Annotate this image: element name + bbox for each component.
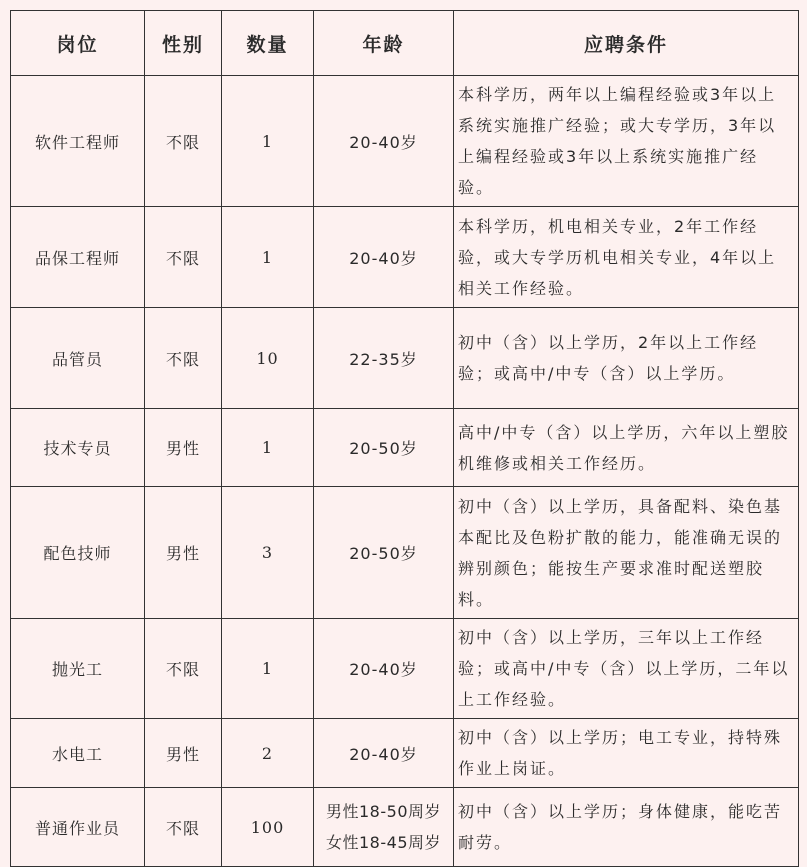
cell-requirements: 初中（含）以上学历，2年以上工作经验；或高中/中专（含）以上学历。 [454,308,799,409]
cell-count: 3 [222,487,314,619]
cell-position: 技术专员 [11,409,145,487]
header-requirements: 应聘条件 [454,11,799,76]
cell-gender: 不限 [145,207,222,308]
cell-age: 20-50岁 [314,409,454,487]
cell-position: 软件工程师 [11,76,145,207]
cell-count: 1 [222,76,314,207]
cell-gender: 不限 [145,76,222,207]
cell-age: 20-40岁 [314,619,454,719]
cell-age: 22-35岁 [314,308,454,409]
cell-age [314,788,454,867]
cell-requirements: 初中（含）以上学历；电工专业，持特殊作业上岗证。 [454,719,799,788]
cell-requirements: 初中（含）以上学历，具备配料、染色基本配比及色粉扩散的能力，能准确无误的辨别颜色；能按生产要求准时配送塑胶料。 [454,487,799,619]
cell-position: 抛光工 [11,619,145,719]
header-age: 年龄 [314,11,454,76]
cell-age: 20-40岁 [314,719,454,788]
cell-age: 20-50岁 [314,487,454,619]
table-row [11,619,799,719]
cell-requirements: 高中/中专（含）以上学历，六年以上塑胶机维修或相关工作经历。 [454,409,799,487]
cell-gender: 男性 [145,719,222,788]
cell-requirements: 本科学历，机电相关专业，2年工作经验，或大专学历机电相关专业，4年以上相关工作经验。 [454,207,799,308]
header-position: 岗位 [11,11,145,76]
cell-gender: 不限 [145,788,222,867]
recruitment-table [10,10,799,867]
table-row [11,788,799,867]
cell-count: 1 [222,207,314,308]
age-male: 男性18-50周岁 [326,802,441,821]
age-female: 女性18-45周岁 [326,833,441,852]
header-count: 数量 [222,11,314,76]
table-row [11,207,799,308]
cell-count: 100 [222,788,314,867]
table-row [11,308,799,409]
table-row [11,409,799,487]
cell-age: 20-40岁 [314,207,454,308]
cell-position: 品保工程师 [11,207,145,308]
header-gender: 性别 [145,11,222,76]
cell-count: 2 [222,719,314,788]
cell-gender: 男性 [145,409,222,487]
table-header-row [11,11,799,76]
cell-gender: 不限 [145,308,222,409]
cell-requirements: 初中（含）以上学历；身体健康，能吃苦耐劳。 [454,788,799,867]
cell-gender: 不限 [145,619,222,719]
cell-requirements: 初中（含）以上学历，三年以上工作经验；或高中/中专（含）以上学历，二年以上工作经验。 [454,619,799,719]
cell-position: 普通作业员 [11,788,145,867]
cell-position: 品管员 [11,308,145,409]
cell-count: 1 [222,619,314,719]
cell-gender: 男性 [145,487,222,619]
table-row [11,487,799,619]
table-row [11,719,799,788]
cell-count: 10 [222,308,314,409]
cell-requirements: 本科学历，两年以上编程经验或3年以上系统实施推广经验；或大专学历，3年以上编程经验或3年以上系统实施推广经验。 [454,76,799,207]
table-row [11,76,799,207]
cell-position: 配色技师 [11,487,145,619]
cell-count: 1 [222,409,314,487]
cell-position: 水电工 [11,719,145,788]
cell-age: 20-40岁 [314,76,454,207]
